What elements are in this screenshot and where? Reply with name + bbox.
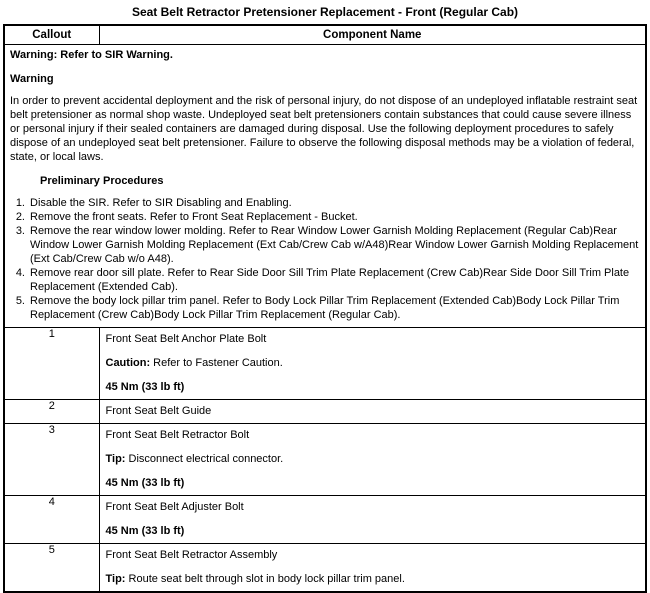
- component-line-text: Route seat belt through slot in body lock pillar trim panel.: [125, 573, 405, 585]
- component-line-bold: 45 Nm (33 lb ft): [105, 525, 185, 537]
- callout-cell: 1: [4, 328, 99, 400]
- procedure-text: Remove the front seats. Refer to Front Seat Replacement - Bucket.: [30, 211, 358, 223]
- sir-warning-line: Warning: Refer to SIR Warning.: [10, 49, 173, 61]
- component-line-bold: Tip:: [105, 453, 126, 465]
- callout-cell: 4: [4, 496, 99, 544]
- procedure-text: Remove rear door sill plate. Refer to Rear Side Door Sill Trim Plate Replacement (Crew Cab)Rear Side Door Sill Trim Plate Replacement (Extended Cab).: [30, 267, 630, 293]
- component-line-text: Disconnect electrical connector.: [125, 453, 284, 465]
- component-line: [106, 548, 640, 562]
- component-line-bold: 45 Nm (33 lb ft): [105, 381, 185, 393]
- component-line-text: Front Seat Belt Anchor Plate Bolt: [105, 333, 267, 345]
- table-row: [4, 496, 646, 544]
- procedure-number: 5.: [15, 295, 25, 307]
- component-line-text: Refer to Fastener Caution.: [150, 357, 283, 369]
- procedure-number: 2.: [15, 211, 25, 223]
- table-header-row: [4, 25, 646, 45]
- warning-paragraph: In order to prevent accidental deployment and the risk of personal injury, do not dispose of an undeployed inflatable restraint seat belt pretensioner as normal shop waste. Undeployed seat belt pretensioners contain substances that could cause severe illness or personal injury if their sealed containers are damaged during disposal. Use the following deployment procedures to safely dispose of an undeployed seat belt pretensioner. Failure to observe the following disposal methods may be a violation of federal, state, or local laws.: [10, 95, 638, 163]
- warning-section: [4, 45, 646, 328]
- component-line: [106, 380, 640, 394]
- component-line: [106, 500, 640, 514]
- component-cell: [99, 496, 646, 544]
- component-line-bold: 45 Nm (33 lb ft): [105, 477, 185, 489]
- component-line: [106, 356, 640, 370]
- table-row: [4, 328, 646, 400]
- table-row: [4, 544, 646, 593]
- header-component-name: Component Name: [99, 25, 646, 45]
- component-cell: [99, 544, 646, 593]
- callout-cell: 2: [4, 400, 99, 424]
- header-callout: Callout: [4, 25, 99, 45]
- procedure-item: [10, 224, 640, 266]
- callout-cell: 5: [4, 544, 99, 593]
- component-line: [106, 332, 640, 346]
- table-row: [4, 424, 646, 496]
- procedure-number: 3.: [15, 225, 25, 237]
- procedures-list: [10, 196, 640, 322]
- warning-row: [4, 45, 646, 328]
- callout-cell: 3: [4, 424, 99, 496]
- procedure-item: [10, 294, 640, 322]
- component-table: [3, 24, 647, 593]
- procedure-item: [10, 196, 640, 210]
- table-row: [4, 400, 646, 424]
- preliminary-procedures-heading: Preliminary Procedures: [40, 175, 164, 187]
- component-line: [106, 428, 640, 442]
- component-cell: [99, 400, 646, 424]
- component-line: [106, 572, 640, 586]
- procedure-text: Remove the body lock pillar trim panel. Refer to Body Lock Pillar Trim Replacement (Extended Cab)Body Lock Pillar Trim Replacement (Crew Cab)Body Lock Pillar Trim Replacement (Regular Cab).: [30, 295, 620, 321]
- procedure-number: 1.: [15, 197, 25, 209]
- component-line: [106, 404, 640, 418]
- procedure-item: [10, 210, 640, 224]
- warning-heading: Warning: [10, 73, 54, 85]
- component-cell: [99, 328, 646, 400]
- component-line-text: Front Seat Belt Retractor Assembly: [105, 549, 278, 561]
- component-line-text: Front Seat Belt Adjuster Bolt: [105, 501, 244, 513]
- component-line-bold: Caution:: [105, 357, 151, 369]
- component-line-text: Front Seat Belt Retractor Bolt: [105, 429, 250, 441]
- component-line-text: Front Seat Belt Guide: [105, 405, 212, 417]
- component-line: [106, 452, 640, 466]
- procedure-item: [10, 266, 640, 294]
- component-line: [106, 524, 640, 538]
- procedure-text: Disable the SIR. Refer to SIR Disabling and Enabling.: [30, 197, 292, 209]
- page-title: Seat Belt Retractor Pretensioner Replacement - Front (Regular Cab): [131, 5, 519, 19]
- component-line-bold: Tip:: [105, 573, 126, 585]
- component-cell: [99, 424, 646, 496]
- component-line: [106, 476, 640, 490]
- procedure-number: 4.: [15, 267, 25, 279]
- procedure-text: Remove the rear window lower molding. Refer to Rear Window Lower Garnish Molding Replacement (Regular Cab)Rear Window Lower Garnish Molding Replacement (Ext Cab/Crew Cab w/A48)Rear Window Lower Garnish Molding Replacement (Ext Cab/Crew Cab w/o A48).: [30, 225, 639, 265]
